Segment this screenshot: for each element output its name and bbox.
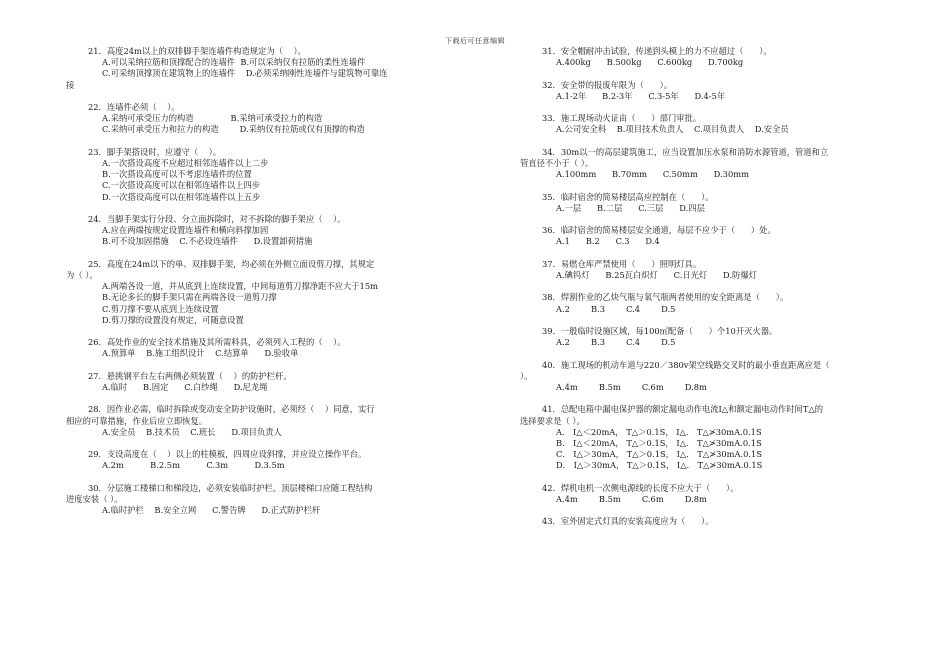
question-stem: 42．焊机电机一次侧电源线的长度不应大于（ ）。 <box>542 482 739 493</box>
question-stem-continuation: 为（ ）。 <box>66 270 98 280</box>
question-option: A.公司安全科 B.项目技术负责人 C.项目负责人 D.安全员 <box>556 124 789 135</box>
question-spacer <box>520 180 915 191</box>
question-spacer <box>66 91 471 102</box>
question-spacer <box>520 315 915 326</box>
question-stem: 21．高度24m以上的双排脚手架连墙件构造规定为（ ）。 <box>88 46 306 56</box>
question-spacer <box>66 472 471 483</box>
question-item <box>520 326 915 348</box>
question-option: A.一次搭设高度不应超过相邻连墙件以上二步 <box>102 158 269 168</box>
question-item <box>66 102 471 136</box>
question-option: C.可采纳顶撑顶在建筑物上的连墙件 D.必须采纳刚性连墙件与建筑物可靠连 <box>102 68 388 79</box>
question-item <box>66 46 471 91</box>
question-option: A.预算单 B.施工组织设计 C.结算单 D.验收单 <box>102 348 299 359</box>
question-option: B.一次搭设高度可以不考虑连墙件的位置 <box>102 169 252 180</box>
question-spacer <box>66 438 471 449</box>
question-spacer <box>66 393 471 404</box>
question-stem: 36．临时宿舍的简易楼层安全通道，每层不应少于（ ）处。 <box>542 225 776 236</box>
question-stem: 32．安全带的报废年限为（ ）。 <box>542 79 673 90</box>
question-stem: 22．连墙件必须（ ）。 <box>88 102 180 112</box>
question-item <box>520 292 915 314</box>
question-spacer <box>66 248 471 259</box>
question-item <box>520 192 915 214</box>
question-option: B． I△＜20mA， T△＞0.1S， I△． T△≯30mA.0.1S <box>556 437 762 448</box>
question-option: C.一次搭设高度可以在相邻连墙件以上四步 <box>102 180 261 191</box>
question-item <box>520 483 915 505</box>
question-stem: 27．悬挑钢平台左右两侧必须装置（ ）的防护栏杆。 <box>88 370 292 381</box>
question-option: A.1 B.2 C.3 D.4 <box>556 236 660 247</box>
question-option: A.4m B.5m C.6m D.8m <box>556 493 707 504</box>
question-option: A.可以采纳拉筋和顶撑配合的连墙件 B.可以采纳仅有拉筋的柔性连墙件 <box>102 57 366 68</box>
question-stem: 33．施工现场动火证由（ ）部门审批。 <box>542 113 702 124</box>
question-spacer <box>520 281 915 292</box>
question-option: C． I△＞30mA， T△＞0.1S， I△． T△≯30mA.0.1S <box>556 449 763 460</box>
question-option: B.无论多长的脚手架只需在两端各设一道剪刀撑 <box>102 292 277 303</box>
question-item <box>66 259 471 326</box>
question-spacer <box>66 360 471 371</box>
question-item <box>66 483 471 517</box>
question-option: C.剪刀撑不要从底到上连续设置 <box>102 303 219 314</box>
question-spacer <box>520 472 915 483</box>
question-option: A.1-2年 B.2-3年 C.3-5年 D.4-5年 <box>556 90 726 101</box>
question-stem: 43．室外固定式灯具的安装高度应为（ ）。 <box>542 516 714 527</box>
question-stem-continuation: 进度安装（ ）。 <box>66 493 123 504</box>
question-option: A.临时 B.固定 C.白纱绳 D.尼龙绳 <box>102 382 268 392</box>
question-item <box>66 147 471 203</box>
right-column <box>520 46 915 528</box>
question-option: A.安全员 B.技术员 C.班长 D.项目负责人 <box>102 426 282 437</box>
question-item <box>66 371 471 393</box>
question-spacer <box>520 136 915 147</box>
question-spacer <box>520 102 915 113</box>
question-item <box>66 214 471 248</box>
question-option: D.剪刀撑的设置没有规定，可随意设置 <box>102 314 244 325</box>
left-column <box>66 46 471 516</box>
question-stem: 35．临时宿舍的简易楼层高应控制在（ ）。 <box>542 191 714 202</box>
question-option: A.2m B.2.5m C.3m D.3.5m <box>102 460 285 471</box>
question-stem: 29．支设高度在（ ）以上的柱模板，四周应设斜撑，并应设立操作平台。 <box>88 449 367 460</box>
question-stem: 24．当脚手架实行分段、分立面拆除时，对不拆除的脚手架应（ ）。 <box>88 214 346 224</box>
question-item <box>520 259 915 281</box>
question-stem: 34．30m以一的高层建筑施工，应当设置加压水泵和消防水源管道，管道和立 <box>542 146 829 157</box>
question-spacer <box>520 214 915 225</box>
question-item <box>66 449 471 471</box>
question-item <box>66 337 471 359</box>
question-item <box>520 516 915 527</box>
question-spacer <box>66 136 471 147</box>
question-option: A． I△＜20mA， T△＞0.1S， I△． T△≯30mA.0.1S <box>556 426 762 437</box>
question-option: A.两端各设一道，并从底到上连续设置，中间每道剪刀撑净距不应大于15m <box>102 281 378 292</box>
question-spacer <box>66 203 471 214</box>
question-item <box>520 360 915 394</box>
question-option: A.采纳可承受压力的构造 B.采纳可承受拉力的构造 <box>102 113 323 124</box>
question-option: A.2 B.3 C.4 D.5 <box>556 303 676 314</box>
question-spacer <box>66 326 471 337</box>
question-spacer <box>520 68 915 79</box>
question-stem: 31．安全帽耐冲击试验，传递到头模上的力不应超过（ ）。 <box>542 46 772 56</box>
question-item <box>520 80 915 102</box>
question-option: A.应在两端按规定设置连墙件和横向斜撑加固 <box>102 225 269 236</box>
question-item <box>520 46 915 68</box>
question-stem: 39．一般临时设施区域，每100㎡配备（ ）个10开灭火器。 <box>542 325 778 336</box>
question-option: D． I△＞30mA， T△＞0.1S， I△． T△≯30mA.0.1S <box>556 460 763 471</box>
question-item <box>520 225 915 247</box>
question-stem: 37．易燃仓库严禁使用（ ）照明灯具。 <box>542 258 702 269</box>
question-option: A.2 B.3 C.4 D.5 <box>556 337 676 348</box>
question-spacer <box>520 348 915 359</box>
question-stem-continuation: ）。 <box>520 370 533 381</box>
question-item <box>66 404 471 438</box>
question-option: A.400kg B.500kg C.600kg D.700kg <box>556 57 744 68</box>
question-option: B.可不设加固措施 C.不必设连墙件 D.设置卸荷措施 <box>102 236 313 247</box>
question-option: A.100mm B.70mm C.50mm D.30mm <box>556 169 749 180</box>
question-stem: 40．施工现场的机动车道与220／380v架空线路交叉时的最小垂直距离应是（ <box>542 359 830 370</box>
question-stem: 38．焊割作业的乙炔气瓶与氧气瓶两者使用的安全距离是（ ）。 <box>542 292 789 303</box>
question-stem-continuation: 选择要求是（ ）。 <box>520 415 585 426</box>
page-header: 下载后可任意编辑 <box>445 37 505 45</box>
question-stem: 25．高度在24m以下的单、双排脚手架，均必须在外侧立面设剪刀撑，其规定 <box>88 258 375 269</box>
question-stem-continuation: 相应的可靠措施，作业后应立即恢复。 <box>66 415 208 426</box>
question-option: A.4m B.5m C.6m D.8m <box>556 381 707 392</box>
question-option: A.碘钨灯 B.25瓦白炽灯 C.日光灯 D.防爆灯 <box>556 269 757 280</box>
question-stem: 23．脚手架搭设时，应遵守（ ）。 <box>88 146 222 157</box>
question-stem: 28．因作业必需，临时拆除或变动安全防护设施时，必须经（ ）同意，实行 <box>88 404 375 415</box>
question-item <box>520 404 915 471</box>
question-stem: 41．总配电箱中漏电保护器的额定漏电动作电流I△和额定漏电动作时间T△的 <box>542 404 824 415</box>
question-item <box>520 113 915 135</box>
question-spacer <box>520 505 915 516</box>
question-item <box>520 147 915 181</box>
question-spacer <box>520 393 915 404</box>
question-option: A.一层 B.二层 C.三层 D.四层 <box>556 202 705 213</box>
question-stem: 30．分层施工楼梯口和梯段边，必须安装临时护栏。顶层楼梯口应随工程结构 <box>88 482 373 493</box>
question-stem-continuation: 管直径不小于（ ）。 <box>520 157 594 168</box>
question-option-continuation: 接 <box>66 79 75 90</box>
question-option: D.一次搭设高度可以在相邻连墙件以上五步 <box>102 191 261 202</box>
question-spacer <box>520 248 915 259</box>
question-option: A.临时护栏 B.安全立网 C.警告牌 D.正式防护栏杆 <box>102 505 321 516</box>
question-stem: 26．高处作业的安全技术措施及其所需料具，必须列入工程的（ ）。 <box>88 337 346 348</box>
question-option: C.采纳可承受压力和拉力的构造 D.采纳仅有拉筋或仅有顶撑的构造 <box>102 124 365 135</box>
